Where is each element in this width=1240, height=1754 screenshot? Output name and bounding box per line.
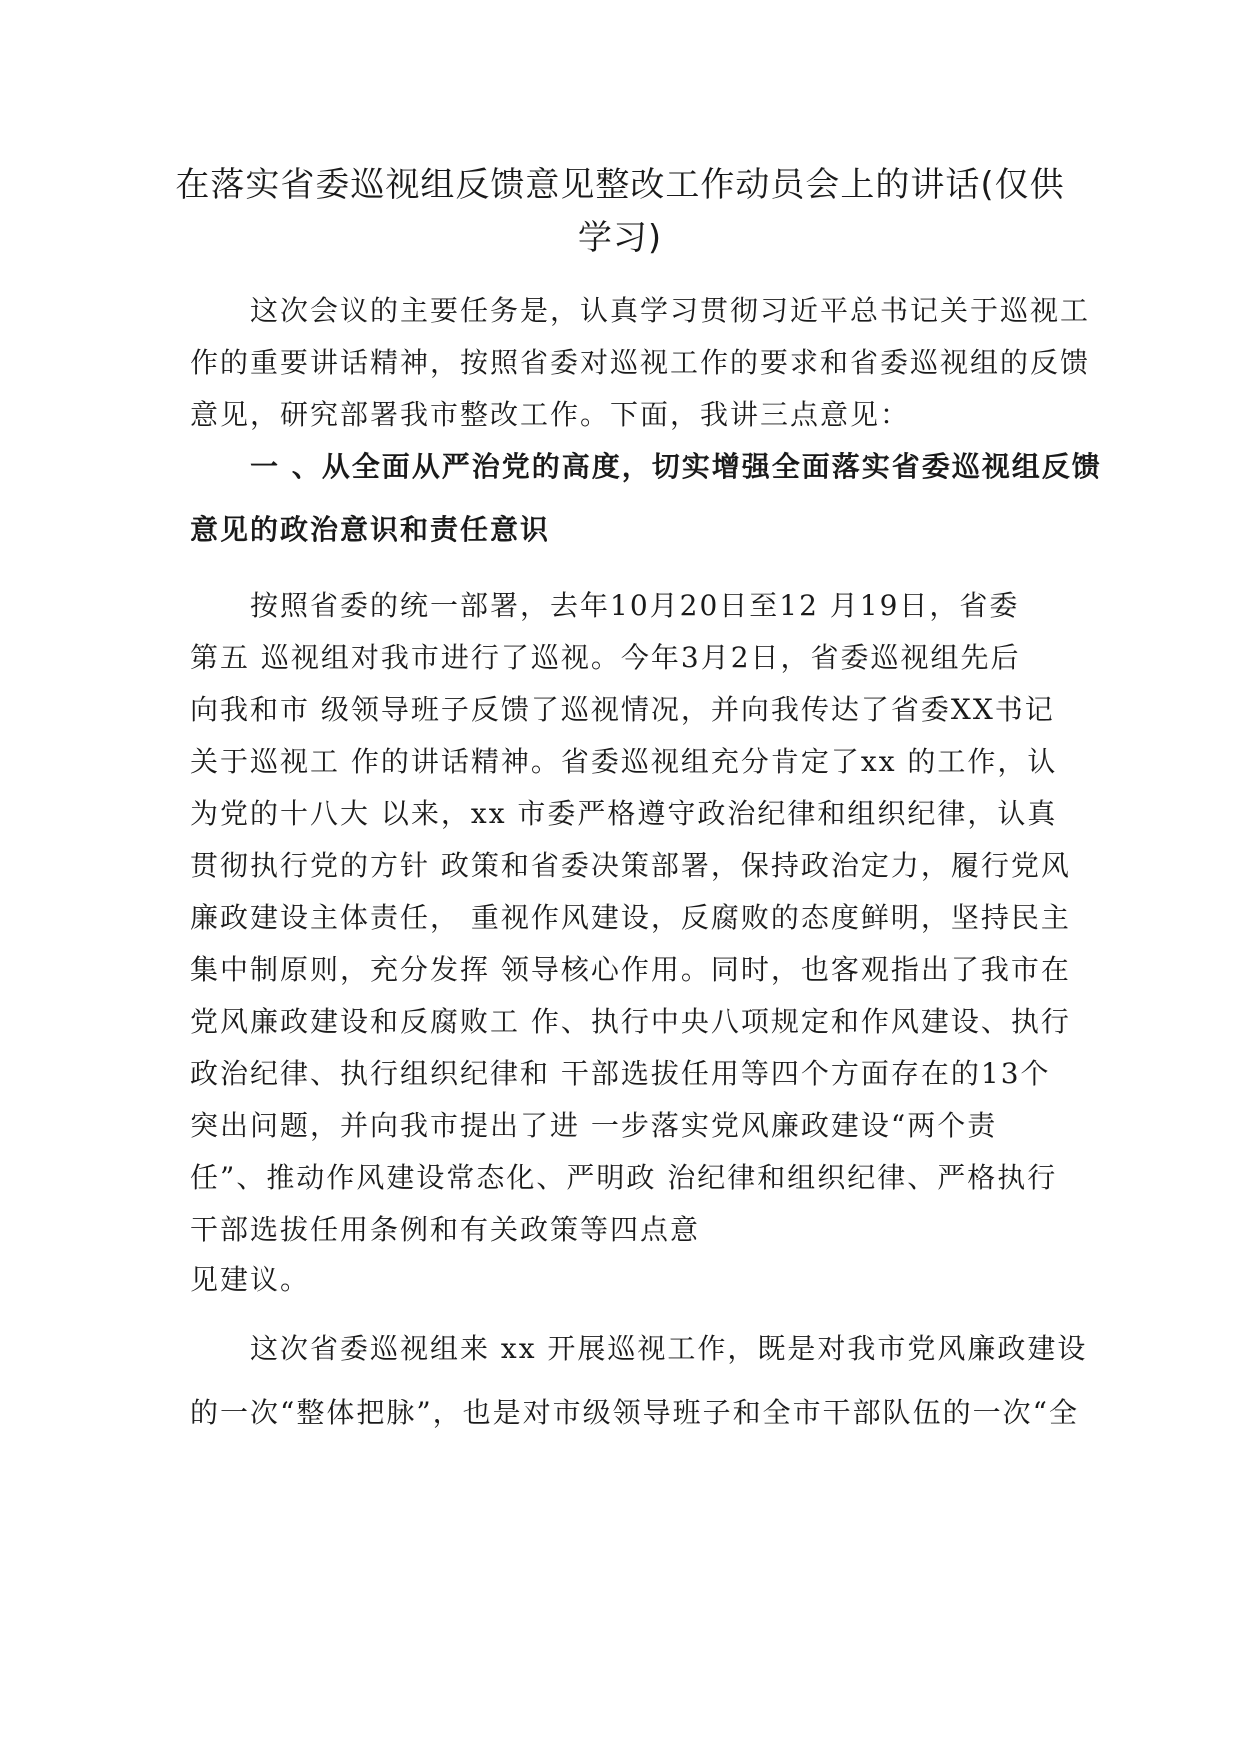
intro-line: 作的重要讲话精神，按照省委对巡视工作的要求和省委巡视组的反馈 [190,346,1091,379]
paragraph-line: 廉政建设主体责任， 重视作风建设，反腐败的态度鲜明，坚持民主 [190,901,1071,934]
intro-line: 意见，研究部署我市整改工作。下面，我讲三点意见： [190,398,911,431]
section-heading-line: 意见的政治意识和责任意识 [190,513,551,546]
document-title-line-2: 学习) [577,218,663,258]
paragraph-line: 贯彻执行党的方针 政策和省委决策部署，保持政治定力，履行党风 [190,849,1071,882]
section-heading-line: 一 、从全面从严治党的高度，切实增强全面落实省委巡视组反馈 [250,450,1102,483]
paragraph-line: 党风廉政建设和反腐败工 作、执行中央八项规定和作风建设、执行 [190,1005,1071,1038]
paragraph-line: 突出问题，并向我市提出了进 一步落实党风廉政建设“两个责 [190,1109,998,1142]
paragraph-line: 集中制原则，充分发挥 领导核心作用。同时，也客观指出了我市在 [190,953,1071,986]
paragraph-line: 第五 巡视组对我市进行了巡视。今年3月2日，省委巡视组先后 [190,641,1021,674]
paragraph-line: 按照省委的统一部署，去年10月20日至12 月19日，省委 [250,589,1020,622]
intro-line: 这次会议的主要任务是，认真学习贯彻习近平总书记关于巡视工 [250,294,1091,327]
paragraph-line: 这次省委巡视组来 xx 开展巡视工作，既是对我市党风廉政建设 [250,1332,1088,1365]
paragraph-line: 见建议。 [190,1263,311,1296]
paragraph-line: 为党的十八大 以来，xx 市委严格遵守政治纪律和组织纪律，认真 [190,797,1058,830]
paragraph-line: 关于巡视工 作的讲话精神。省委巡视组充分肯定了xx 的工作，认 [190,745,1058,778]
paragraph-line: 向我和市 级领导班子反馈了巡视情况，并向我传达了省委XX书记 [190,693,1055,726]
paragraph-line: 任”、推动作风建设常态化、严明政 治纪律和组织纪律、严格执行 [190,1161,1058,1194]
paragraph-line: 干部选拔任用条例和有关政策等四点意 [190,1213,701,1246]
paragraph-line: 的一次“整体把脉”，也是对市级领导班子和全市干部队伍的一次“全 [190,1396,1079,1429]
document-title-line-1: 在落实省委巡视组反馈意见整改工作动员会上的讲话(仅供 [175,165,1065,205]
paragraph-line: 政治纪律、执行组织纪律和 干部选拔任用等四个方面存在的13个 [190,1057,1051,1090]
